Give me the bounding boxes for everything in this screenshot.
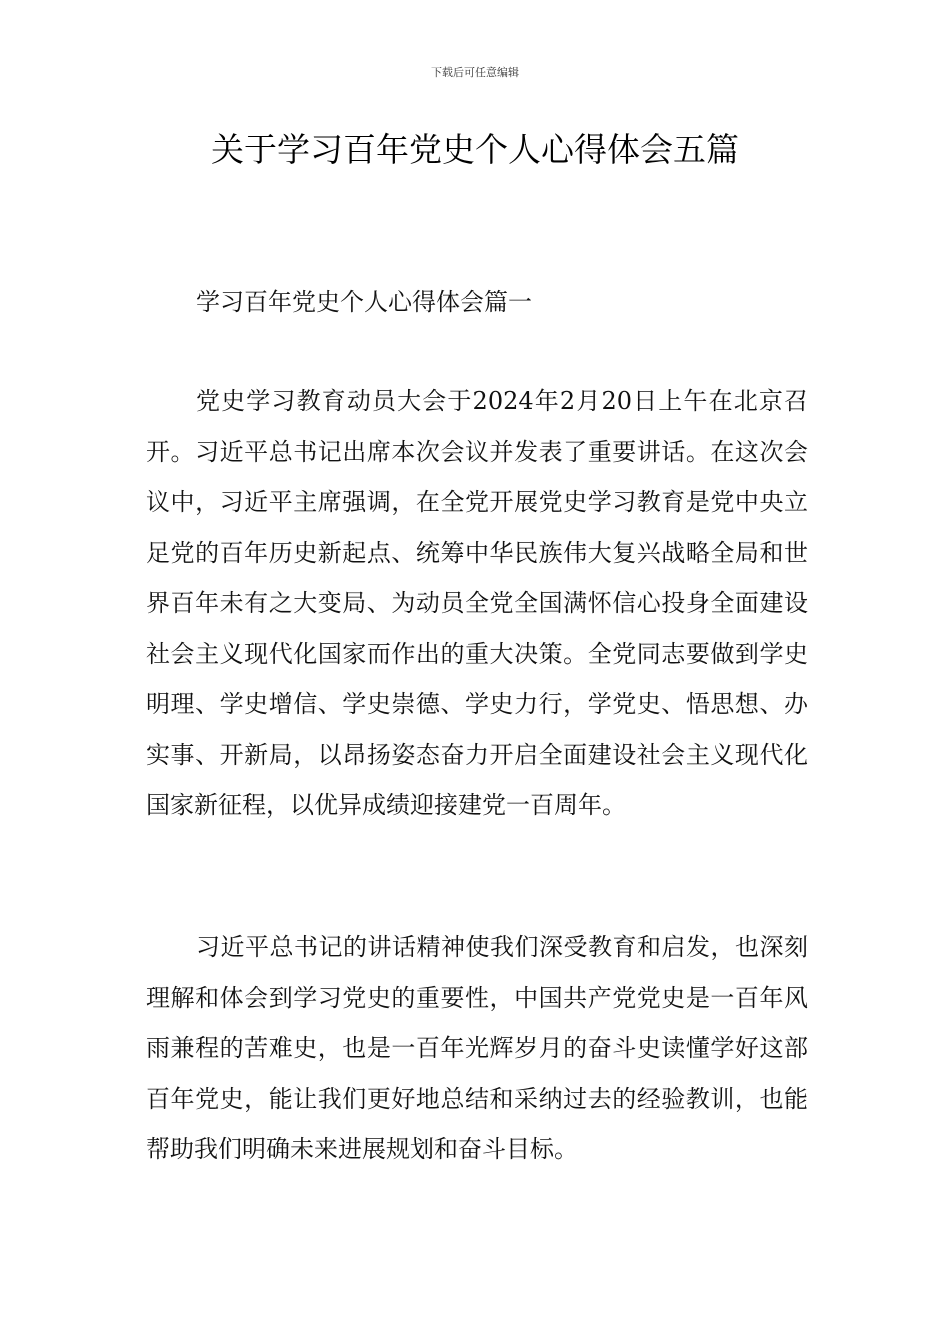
page-header-note: 下载后可任意编辑 xyxy=(431,66,519,79)
section-heading: 学习百年党史个人心得体会篇一 xyxy=(196,288,532,316)
document-title: 关于学习百年党史个人心得体会五篇 xyxy=(211,130,739,169)
body-paragraph-1: 党史学习教育动员大会于2024年2月20日上午在北京召开。习近平总书记出席本次会议并发表了重要讲话。在这次会议中，习近平主席强调，在全党开展党史学习教育是党中央立足党的百年历史新起点、统筹中华民族伟大复兴战略全局和世界百年未有之大变局、为动员全党全国满怀信心投身全面建设社会主义现代化国家而作出的重大决策。全党同志要做到学史明理、学史增信、学史崇德、学史力行，学党史、悟思想、办实事、开新局，以昂扬姿态奋力开启全面建设社会主义现代化国家新征程，以优异成绩迎接建党一百周年。 xyxy=(146,387,808,819)
body-paragraph-2: 习近平总书记的讲话精神使我们深受教育和启发，也深刻理解和体会到学习党史的重要性，中国共产党党史是一百年风雨兼程的苦难史，也是一百年光辉岁月的奋斗史读懂学好这部百年党史，能让我们更好地总结和采纳过去的经验教训，也能帮助我们明确未来进展规划和奋斗目标。 xyxy=(146,933,808,1163)
